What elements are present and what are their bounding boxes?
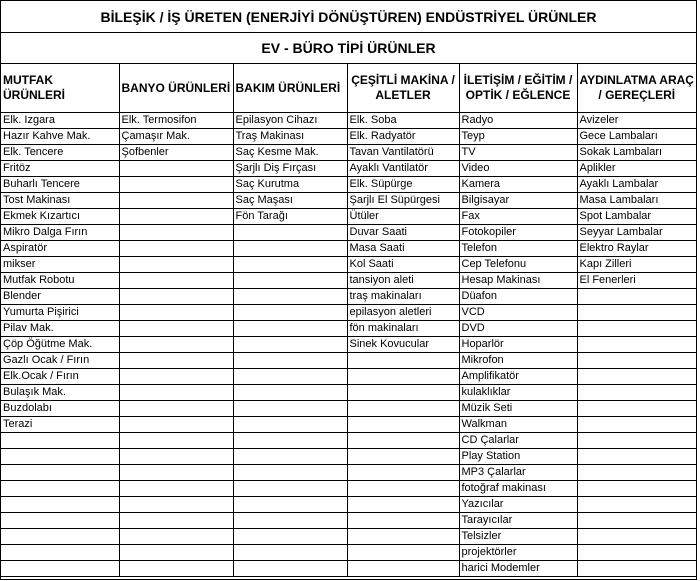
table-cell <box>577 369 696 385</box>
table-cell <box>1 465 119 481</box>
table-cell: Ütüler <box>347 209 459 225</box>
table-cell: Masa Saati <box>347 241 459 257</box>
table-cell <box>577 513 696 529</box>
table-cell: Mikro Dalga Fırın <box>1 225 119 241</box>
table-cell: Hoparlör <box>459 337 577 353</box>
table-row <box>1 225 696 241</box>
table-cell: Aspiratör <box>1 241 119 257</box>
table-cell <box>1 433 119 449</box>
table-cell <box>119 337 233 353</box>
table-cell: Elk. Radyatör <box>347 129 459 145</box>
table-cell <box>233 465 347 481</box>
table-cell: Elektro Raylar <box>577 241 696 257</box>
table-cell <box>577 353 696 369</box>
table-row <box>1 433 696 449</box>
header-banyo: BANYO ÜRÜNLERİ <box>119 64 233 113</box>
table-cell: mikser <box>1 257 119 273</box>
table-cell: Duvar Saati <box>347 225 459 241</box>
table-cell: fotoğraf makinası <box>459 481 577 497</box>
table-row <box>1 193 696 209</box>
table-cell <box>233 529 347 545</box>
table-row <box>1 145 696 161</box>
table-cell: Fax <box>459 209 577 225</box>
table-cell <box>577 481 696 497</box>
table-cell <box>233 513 347 529</box>
table-row <box>1 401 696 417</box>
table-cell: Sinek Kovucular <box>347 337 459 353</box>
table-cell: Çamaşır Mak. <box>119 129 233 145</box>
table-cell <box>119 177 233 193</box>
table-cell: Tavan Vantilatörü <box>347 145 459 161</box>
table-cell: Kamera <box>459 177 577 193</box>
table-cell <box>233 417 347 433</box>
table-cell: Gazlı Ocak / Fırın <box>1 353 119 369</box>
table-cell <box>119 481 233 497</box>
table-row <box>1 529 696 545</box>
table-cell: Kapı Zilleri <box>577 257 696 273</box>
table-cell <box>233 241 347 257</box>
table-cell <box>233 225 347 241</box>
table-cell <box>233 273 347 289</box>
table-cell: Fritöz <box>1 161 119 177</box>
table-cell <box>119 209 233 225</box>
table-cell <box>233 433 347 449</box>
table-cell <box>577 433 696 449</box>
header-aydinlatma: AYDINLATMA ARAÇ / GEREÇLERİ <box>577 64 696 113</box>
table-cell: TV <box>459 145 577 161</box>
table-cell: Bulaşık Mak. <box>1 385 119 401</box>
table-cell <box>119 241 233 257</box>
table-cell: Mutfak Robotu <box>1 273 119 289</box>
table-cell <box>347 545 459 561</box>
table-cell: Epilasyon Cihazı <box>233 113 347 129</box>
table-cell <box>233 369 347 385</box>
table-cell: Hazır Kahve Mak. <box>1 129 119 145</box>
table-cell: Ayaklı Lambalar <box>577 177 696 193</box>
header-mutfak: MUTFAK ÜRÜNLERİ <box>1 64 119 113</box>
table-cell: Avizeler <box>577 113 696 129</box>
table-cell: Elk. Tencere <box>1 145 119 161</box>
table-cell <box>119 353 233 369</box>
table-cell <box>233 289 347 305</box>
table-cell: Pilav Mak. <box>1 321 119 337</box>
table-cell: CD Çalarlar <box>459 433 577 449</box>
table-cell <box>233 337 347 353</box>
table-cell: tansiyon aleti <box>347 273 459 289</box>
table-cell: Şofbenler <box>119 145 233 161</box>
table-row <box>1 465 696 481</box>
table-cell: Hesap Makinası <box>459 273 577 289</box>
table-cell: harici Modemler <box>459 561 577 577</box>
table-cell <box>1 481 119 497</box>
table-cell <box>233 545 347 561</box>
table-cell: Müzik Seti <box>459 401 577 417</box>
table-cell: Elk. Süpürge <box>347 177 459 193</box>
table-cell: Masa Lambaları <box>577 193 696 209</box>
table-cell <box>347 465 459 481</box>
table-row <box>1 161 696 177</box>
header-bakim: BAKIM ÜRÜNLERİ <box>233 64 347 113</box>
table-cell: Elk.Ocak / Fırın <box>1 369 119 385</box>
table-cell <box>233 257 347 273</box>
sheet-subtitle: EV - BÜRO TİPİ ÜRÜNLER <box>1 33 696 64</box>
table-cell <box>233 305 347 321</box>
table-cell <box>233 481 347 497</box>
table-cell: Play Station <box>459 449 577 465</box>
table-cell <box>119 529 233 545</box>
table-cell: fön makinaları <box>347 321 459 337</box>
table-cell <box>347 449 459 465</box>
table-cell: Seyyar Lambalar <box>577 225 696 241</box>
table-cell: Saç Kesme Mak. <box>233 145 347 161</box>
table-cell <box>119 513 233 529</box>
table-cell <box>233 497 347 513</box>
table-cell <box>233 401 347 417</box>
table-cell: El Fenerleri <box>577 273 696 289</box>
table-cell <box>1 561 119 577</box>
table-cell: Tarayıcılar <box>459 513 577 529</box>
table-cell <box>119 289 233 305</box>
table-body <box>1 113 696 577</box>
table-cell <box>119 385 233 401</box>
table-row <box>1 545 696 561</box>
header-iletisim: İLETİŞİM / EĞİTİM / OPTİK / EĞLENCE <box>459 64 577 113</box>
table-cell <box>233 321 347 337</box>
table-cell <box>119 273 233 289</box>
table-cell <box>577 561 696 577</box>
table-cell <box>233 353 347 369</box>
table-cell <box>577 545 696 561</box>
table-row <box>1 177 696 193</box>
table-row <box>1 113 696 129</box>
table-cell <box>347 497 459 513</box>
table-cell: Mikrofon <box>459 353 577 369</box>
table-cell <box>119 417 233 433</box>
table-cell: Saç Kurutma <box>233 177 347 193</box>
table-cell: VCD <box>459 305 577 321</box>
table-row <box>1 289 696 305</box>
table-cell: projektörler <box>459 545 577 561</box>
table-cell: Terazi <box>1 417 119 433</box>
table-row <box>1 513 696 529</box>
table-cell: Ekmek Kızartıcı <box>1 209 119 225</box>
table-row <box>1 497 696 513</box>
table-cell: Ayaklı Vantilatör <box>347 161 459 177</box>
table-cell <box>577 529 696 545</box>
table-cell: Telsizler <box>459 529 577 545</box>
table-cell <box>347 529 459 545</box>
table-cell: Spot Lambalar <box>577 209 696 225</box>
table-cell: Radyo <box>459 113 577 129</box>
table-cell <box>1 529 119 545</box>
table-cell <box>119 369 233 385</box>
table-cell <box>347 385 459 401</box>
table-cell: traş makinaları <box>347 289 459 305</box>
table-cell: Tost Makinası <box>1 193 119 209</box>
table-cell: Traş Makinası <box>233 129 347 145</box>
table-cell <box>577 417 696 433</box>
table-cell: Şarjlı Diş Fırçası <box>233 161 347 177</box>
table-cell <box>577 465 696 481</box>
table-cell: Sokak Lambaları <box>577 145 696 161</box>
table-cell: Walkman <box>459 417 577 433</box>
table-cell: Aplikler <box>577 161 696 177</box>
table-row <box>1 241 696 257</box>
table-cell <box>577 497 696 513</box>
sheet-title: BİLEŞİK / İŞ ÜRETEN (ENERJİYİ DÖNÜŞTÜREN) ENDÜSTRİYEL ÜRÜNLER <box>1 1 696 33</box>
table-cell <box>577 289 696 305</box>
table-cell: Kol Saati <box>347 257 459 273</box>
table-cell: Fön Tarağı <box>233 209 347 225</box>
table-cell <box>119 161 233 177</box>
table-cell <box>577 449 696 465</box>
table-row <box>1 561 696 577</box>
table-cell <box>1 545 119 561</box>
table-row <box>1 369 696 385</box>
table-cell <box>577 385 696 401</box>
table-cell: epilasyon aletleri <box>347 305 459 321</box>
table-cell <box>577 337 696 353</box>
table-cell <box>119 257 233 273</box>
table-cell <box>233 449 347 465</box>
table-cell: Buzdolabı <box>1 401 119 417</box>
table-cell: Fotokopiler <box>459 225 577 241</box>
table-cell <box>1 449 119 465</box>
table-cell <box>347 513 459 529</box>
table-row <box>1 449 696 465</box>
table-row <box>1 417 696 433</box>
table-cell <box>119 401 233 417</box>
table-cell <box>1 513 119 529</box>
table-cell <box>347 369 459 385</box>
table-row <box>1 321 696 337</box>
table-cell: Buharlı Tencere <box>1 177 119 193</box>
table-cell: Gece Lambaları <box>577 129 696 145</box>
table-cell <box>347 401 459 417</box>
table-row <box>1 481 696 497</box>
table-cell <box>119 225 233 241</box>
table-cell <box>119 561 233 577</box>
header-row <box>1 64 696 113</box>
table-cell <box>119 449 233 465</box>
table-cell <box>347 481 459 497</box>
table-cell <box>119 305 233 321</box>
table-cell <box>119 321 233 337</box>
table-cell <box>347 417 459 433</box>
table-cell: Teyp <box>459 129 577 145</box>
table-cell <box>1 497 119 513</box>
table-cell: Düafon <box>459 289 577 305</box>
table-cell <box>233 385 347 401</box>
table-cell <box>577 401 696 417</box>
table-row <box>1 257 696 273</box>
header-cesitli: ÇEŞİTLİ MAKİNA / ALETLER <box>347 64 459 113</box>
products-table <box>1 64 696 577</box>
table-cell <box>119 433 233 449</box>
table-cell <box>577 305 696 321</box>
table-cell: Bilgisayar <box>459 193 577 209</box>
table-cell: Video <box>459 161 577 177</box>
table-cell: MP3 Çalarlar <box>459 465 577 481</box>
table-cell: Elk. Termosifon <box>119 113 233 129</box>
table-cell: Elk. Izgara <box>1 113 119 129</box>
table-cell: Yazıcılar <box>459 497 577 513</box>
table-row <box>1 385 696 401</box>
table-row <box>1 305 696 321</box>
table-row <box>1 129 696 145</box>
table-cell <box>119 465 233 481</box>
table-cell: Saç Maşası <box>233 193 347 209</box>
table-cell: Telefon <box>459 241 577 257</box>
table-cell <box>119 545 233 561</box>
table-cell <box>119 193 233 209</box>
table-row <box>1 337 696 353</box>
table-cell <box>233 561 347 577</box>
table-row <box>1 209 696 225</box>
table-cell: Amplifikatör <box>459 369 577 385</box>
table-cell <box>347 353 459 369</box>
table-cell: Çöp Öğütme Mak. <box>1 337 119 353</box>
table-cell: Elk. Soba <box>347 113 459 129</box>
table-cell: kulaklıklar <box>459 385 577 401</box>
table-row <box>1 273 696 289</box>
table-cell <box>347 433 459 449</box>
table-row <box>1 353 696 369</box>
table-cell <box>347 561 459 577</box>
table-cell <box>577 321 696 337</box>
table-cell: Şarjlı El Süpürgesi <box>347 193 459 209</box>
table-cell: Blender <box>1 289 119 305</box>
table-cell: Cep Telefonu <box>459 257 577 273</box>
table-cell: DVD <box>459 321 577 337</box>
table-cell <box>119 497 233 513</box>
table-cell: Yumurta Pişirici <box>1 305 119 321</box>
